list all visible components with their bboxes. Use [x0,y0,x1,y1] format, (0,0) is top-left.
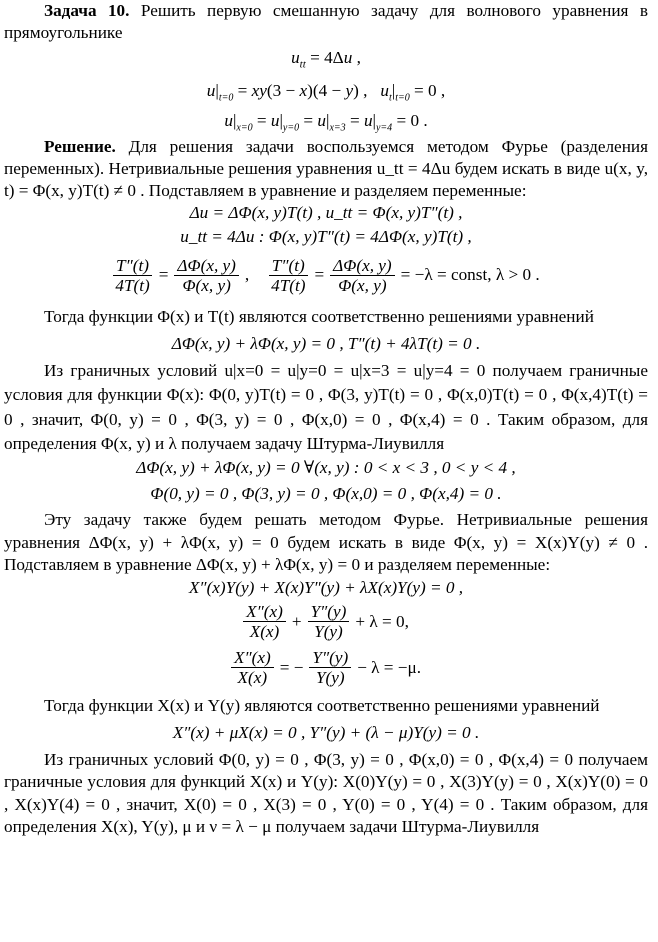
solution-paragraph-5: Тогда функции X(x) и Y(y) являются соответственно решениями уравнений [44,695,600,715]
equation-3: $\frac{T''(t)}{4T(t)}$ = $\frac{\Delta\Phi(x, y)}{\Phi(x, y)}$ , $\frac{T''(t)}{4T(t)}$ = $\frac{\Delta\Phi(x, y)}{\Phi(x, y)}$ = −λ = const, λ > 0 . [4,250,648,300]
equation-7: X″(x)Y(y) + X(x)Y″(y) + λX(x)Y(y) = 0 , [188,577,464,597]
problem-statement: Решить первую смешанную задачу для волнового уравнения в прямоугольнике [4,1,648,43]
problem-paragraph [4,0,648,44]
equation-1: Δu = ΔΦ(x, y)T(t) , u_tt = Φ(x, y)T″(t) , [189,203,463,223]
solution-label: Решение. [44,136,116,156]
solution-paragraph-2: Тогда функции Φ(x) и T(t) являются соответственно решениями уравнений [44,307,594,327]
equation-2: u_tt = 4Δu : Φ(x, y)T″(t) = 4ΔΦ(x, y)T(t) , [180,227,472,247]
equation-initial: $u|_{t=0} = xy(3 - x)(4 - y)$ , $u_t|_{t=0} = 0$ , [206,80,446,104]
equation-pde: $u_{tt} = 4\Delta u$ , [291,48,361,71]
equation-4: ΔΦ(x, y) + λΦ(x, y) = 0 , T″(t) + 4λT(t) = 0 . [171,333,481,353]
problem-title: Задача 10. [44,1,130,20]
solution-paragraph-4: Эту задачу также будем решать методом Фурье. Нетривиальные решения уравнения ΔΦ(x, y) + λΦ(x, y) = 0 будем искать в виде Φ(x, y) = X(x)Y(y) ≠ 0 . Подставляем в уравнение ΔΦ(x, y) + λΦ(x, y) = 0 и разделяем переменные: [4,510,648,575]
solution-text-1: Для решения задачи воспользуемся методом Фурье (разделения переменных). Нетривиальные решения уравнения u_tt = 4Δu будем искать в виде u(x, y, t) = Φ(x, y)T(t) ≠ 0 . Подставляем в уравнение и разделяем переменные: [4,136,648,201]
equation-8: $\frac{X''(x)}{X(x)}$ + $\frac{Y''(y)}{Y(y)}$ + λ = 0, [4,599,648,645]
equation-5: ΔΦ(x, y) + λΦ(x, y) = 0 ∀(x, y) : 0 < x < 3 , 0 < y < 4 , [136,458,516,478]
equation-boundary: $u|_{x=0} = u|_{y=0} = u|_{x=3} = u|_{y=4} = 0$ . [224,110,428,134]
equation-9: $\frac{X''(x)}{X(x)}$ = − $\frac{Y''(y)}{Y(y)}$ − λ = −μ. [4,645,648,691]
solution-paragraph-1 [4,136,648,203]
solution-paragraph-6: Из граничных условий Φ(0, y) = 0 , Φ(3, y) = 0 , Φ(x,0) = 0 , Φ(x,4) = 0 получаем граничные условия для функций X(x) и Y(y): X(0)Y(y) = 0 , X(3)Y(y) = 0 , X(x)Y(0) = 0 , X(x)Y(4) = 0 , значит, X(0) = 0 , X(3) = 0 , Y(0) = 0 , Y(4) = 0 . Таким образом, для определения X(x), Y(y), μ и ν = λ − μ получаем задачи Штурма-Лиувилля [4,750,648,837]
equation-6: Φ(0, y) = 0 , Φ(3, y) = 0 , Φ(x,0) = 0 , Φ(x,4) = 0 . [150,484,502,504]
solution-paragraph-3: Из граничных условий u|x=0 = u|y=0 = u|x=3 = u|y=4 = 0 получаем граничные условия для функции Φ(x): Φ(0, y)T(t) = 0 , Φ(3, y)T(t) = 0 , Φ(x,0)T(t) = 0 , Φ(x,4)T(t) = 0 , значит, Φ(0, y) = 0 , Φ(3, y) = 0 , Φ(x,0) = 0 , Φ(x,4) = 0 . Таким образом, для определения Φ(x, y) и λ получаем задачу Штурма-Лиувилля [4,360,648,454]
equation-10: X″(x) + μX(x) = 0 , Y″(y) + (λ − μ)Y(y) = 0 . [172,723,480,743]
